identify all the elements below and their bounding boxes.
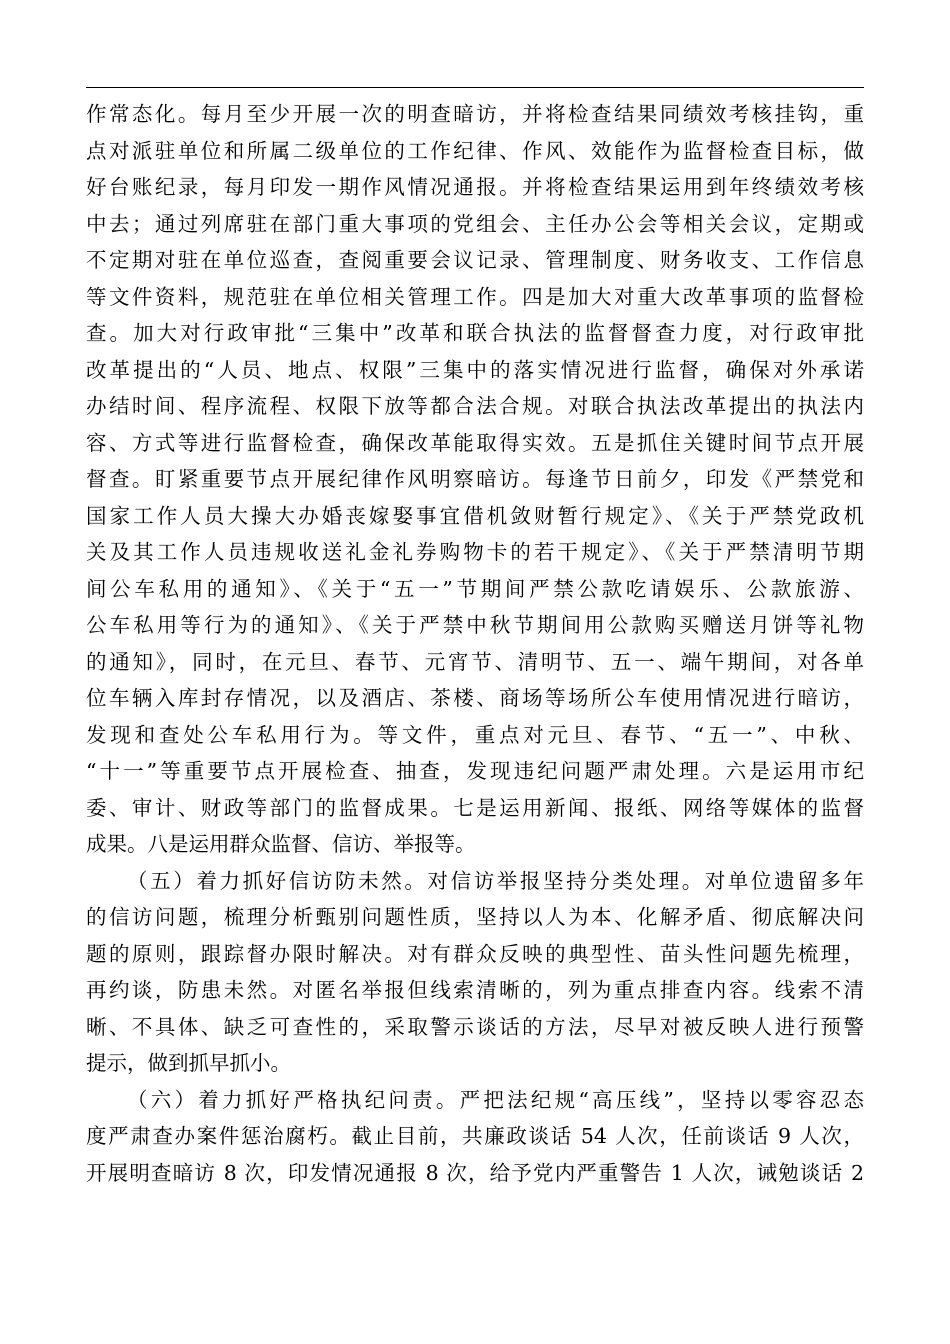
text-line: 好台账纪录，每月印发一期作风情况通报。并将检查结果运用到年终绩效考核 <box>86 175 864 199</box>
text-line: 度严肃查办案件惩治腐朽。截止目前，共廉政谈话 54 人次，任前谈话 9 人次， <box>86 1124 864 1148</box>
text-line: 位车辆入库封存情况，以及酒店、茶楼、商场等场所公车使用情况进行暗访， <box>86 686 864 710</box>
text-line: 关及其工作人员违规收送礼金礼券购物卡的若干规定》、《关于严禁清明节期 <box>86 540 864 564</box>
paragraph-continuation <box>86 96 864 863</box>
text-line: 改革提出的“人员、地点、权限”三集中的落实情况进行监督，确保对外承诺 <box>86 357 864 382</box>
text-line: 间公车私用的通知》、《关于“五一”节期间严禁公款吃请娱乐、公款旅游、 <box>86 576 864 601</box>
text-line: “十一”等重要节点开展检查、抽查，发现违纪问题严肃处理。六是运用市纪 <box>86 759 864 783</box>
text-line: 公车私用等行为的通知》、《关于严禁中秋节期间用公款购买赠送月饼等礼物 <box>86 613 864 637</box>
text-line: 等文件资料，规范驻在单位相关管理工作。四是加大对重大改革事项的监督检 <box>86 284 864 309</box>
text-line: 题的原则，跟踪督办限时解决。对有群众反映的典型性、苗头性问题先梳理， <box>86 941 864 966</box>
text-line: 提示，做到抓早抓小。 <box>86 1051 291 1075</box>
text-line: 督查。盯紧重要节点开展纪律作风明察暗访。每逢节日前夕，印发《严禁党和 <box>86 467 864 491</box>
text-line: 容、方式等进行监督检查，确保改革能取得实效。五是抓住关键时间节点开展 <box>86 430 864 455</box>
text-line: （六）着力抓好严格执纪问责。严把法纪规“高压线”，坚持以零容忍态 <box>127 1087 864 1112</box>
text-line: 查。加大对行政审批“三集中”改革和联合执法的监督督查力度，对行政审批 <box>86 321 864 345</box>
text-line: （五）着力抓好信访防未然。对信访举报坚持分类处理。对单位遗留多年 <box>127 868 864 893</box>
text-line: 办结时间、程序流程、权限下放等都合法合规。对联合执法改革提出的执法内 <box>86 394 864 418</box>
header-rule <box>86 87 864 88</box>
text-line: 作常态化。每月至少开展一次的明查暗访，并将检查结果同绩效考核挂钩，重 <box>86 102 864 126</box>
text-line: 开展明查暗访 8 次，印发情况通报 8 次，给予党内严重警告 1 人次，诫勉谈话 2 <box>86 1160 864 1185</box>
document-body <box>86 96 864 1191</box>
text-line: 的通知》，同时，在元旦、春节、元宵节、清明节、五一、端午期间，对各单 <box>86 649 864 674</box>
text-line: 成果。八是运用群众监督、信访、举报等。 <box>86 832 476 856</box>
paragraph-discipline-accountability <box>86 1082 864 1192</box>
text-line: 的信访问题，梳理分析甄别问题性质，坚持以人为本、化解矛盾、彻底解决问 <box>86 905 864 929</box>
text-line: 再约谈，防患未然。对匿名举报但线索清晰的，列为重点排查内容。线索不清 <box>86 978 864 1002</box>
text-line: 点对派驻单位和所属二级单位的工作纪律、作风、效能作为监督检查目标，做 <box>86 138 864 163</box>
text-line: 中去；通过列席驻在部门重大事项的党组会、主任办公会等相关会议，定期或 <box>86 211 864 236</box>
text-line: 委、审计、财政等部门的监督成果。七是运用新闻、报纸、网络等媒体的监督 <box>86 795 864 820</box>
paragraph-petition-handling <box>86 863 864 1082</box>
text-line: 不定期对驻在单位巡查，查阅重要会议记录、管理制度、财务收支、工作信息 <box>86 248 864 272</box>
text-line: 国家工作人员大操大办婚丧嫁娶事宜借机敛财暂行规定》、《关于严禁党政机 <box>86 503 864 528</box>
text-line: 发现和查处公车私用行为。等文件，重点对元旦、春节、“五一”、中秋、 <box>86 722 864 747</box>
text-line: 晰、不具体、缺乏可查性的，采取警示谈话的方法，尽早对被反映人进行预警 <box>86 1014 864 1039</box>
